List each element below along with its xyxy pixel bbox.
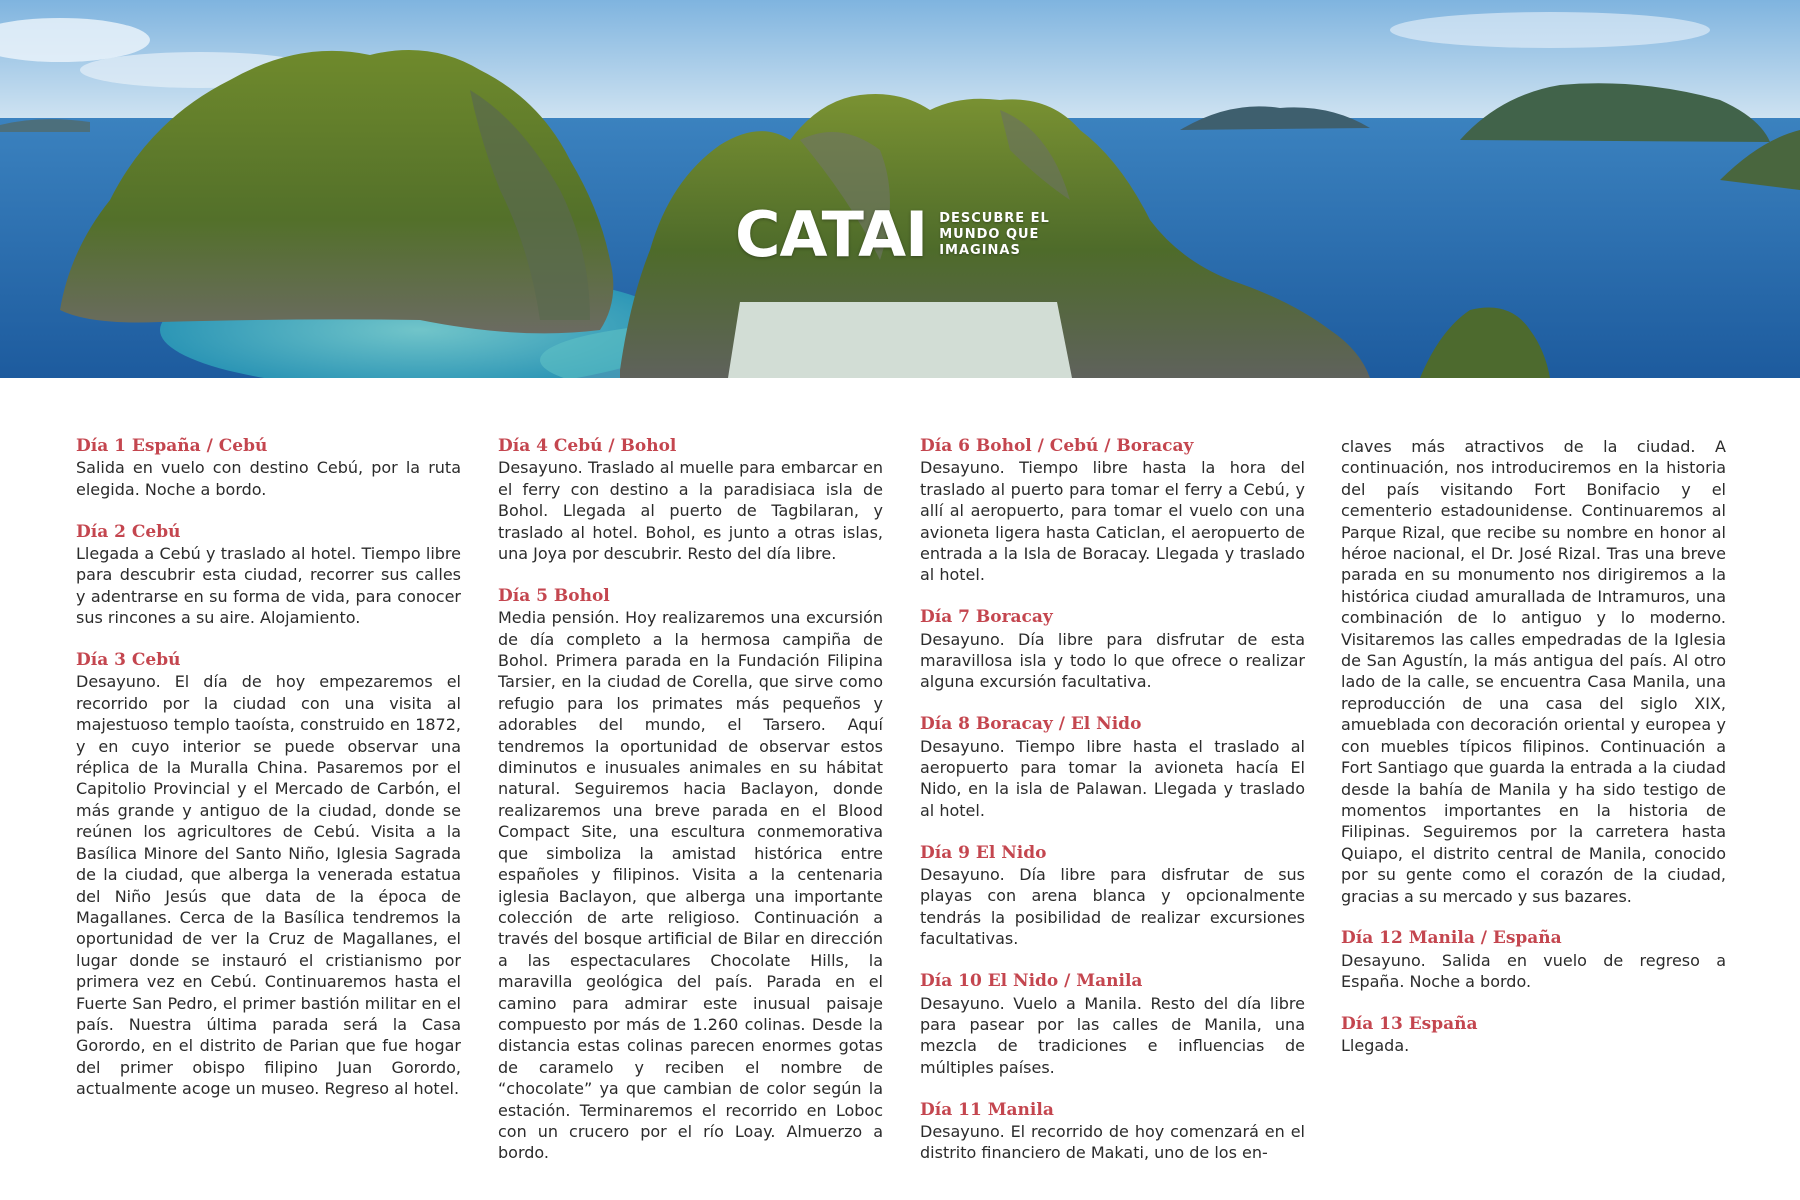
itinerary-day — [76, 650, 461, 1100]
itinerary-day — [920, 971, 1305, 1078]
day-description: Desayuno. Tiempo libre hasta la hora del traslado al puerto para tomar el ferry a Cebú, y allí al aeropuerto, para tomar el vuelo con una avioneta ligera hasta Caticlan, el aeropuerto de entrada a la Isla de Boracay. Llegada y traslado al hotel. — [920, 458, 1305, 585]
day-heading: Día 10 El Nido / Manila — [920, 971, 1143, 992]
logo-wordmark: CATAI — [735, 198, 928, 271]
tagline-line: IMAGINAS — [939, 243, 1021, 258]
day-heading: Día 4 Cebú / Bohol — [498, 436, 677, 456]
hero-banner — [0, 0, 1800, 378]
island-landscape-image — [0, 0, 1800, 378]
itinerary-day — [76, 436, 461, 500]
text-column-2 — [498, 436, 883, 1185]
day-description: Desayuno. Tiempo libre hasta el traslado al aeropuerto para tomar la avioneta hacía El Nido, en la isla de Palawan. Llegada y traslado al hotel. — [920, 736, 1305, 820]
day-description: Desayuno. El día de hoy empezaremos el recorrido por la ciudad con una visita al majestuoso templo taoísta, construido en 1872, y en cuyo interior se puede observar una réplica de la Muralla China. Pasaremos por el Capitolio Provincial y el Mercado de Carbón, el más grande y antiguo de la ciudad, donde se reúnen los agricultores de Cebú. Visita a la Basílica Minore del Santo Niño, Iglesia Sagrada de la ciudad, que alberga la venerada estatua del Niño Jesús que data de la época de Magallanes. Cerca de la Basílica tendremos la oportunidad de ver la Cruz de Magallanes, el lugar donde se instauró el cristianismo por primera vez en Cebú. Continuaremos hasta el Fuerte San Pedro, el primer bastión militar en el país. Nuestra última parada será la Casa Gorordo, en el distrito de Parian que fue hogar del primer obispo filipino Juan Gorordo, actualmente acoge un museo. Regreso al hotel. — [76, 672, 461, 1099]
day-description: Desayuno. Traslado al muelle para embarcar en el ferry con destino a la paradisiaca isla de Bohol. Llegada al puerto de Tagbilaran, y traslado al hotel. Bohol, es junto a otras islas, una Joya por descubrir. Resto del día libre. — [498, 458, 883, 564]
tagline-line: MUNDO QUE — [939, 227, 1040, 242]
day-description: Desayuno. El recorrido de hoy comenzará en el distrito financiero de Makati, uno de los en- — [920, 1121, 1305, 1163]
day-heading: Día 11 Manila — [920, 1099, 1054, 1120]
day-description: Media pensión. Hoy realizaremos una excursión de día completo a la hermosa campiña de Bohol. Primera parada en la Fundación Filipina Tarsier, en la ciudad de Corella, que sirve como refugio para los primates más pequeños y adorables del mundo, el Tarsero. Aquí tendremos la oportunidad de observar estos diminutos e inusuales animales en su hábitat natural. Seguiremos hacia Baclayon, donde realizaremos una breve parada en el Blood Compact Site, una escultura conmemorativa que simboliza la amistad histórica entre españoles y filipinos. Visita a la centenaria iglesia Baclayon, que alberga una importante colección de arte religioso. Continuación a través del bosque artificial de Bilar en dirección a las espectaculares Chocolate Hills, la maravilla geológica del país. Parada en el camino para admirar este inusual paisaje compuesto por más de 1.260 colinas. Desde la distancia estas colinas parecen enormes gotas de caramelo y reciben el nombre de “chocolate” ya que cambian de color según la estación. Terminaremos el recorrido en Loboc con un crucero por el río Loay. Almuerzo a bordo. — [498, 608, 883, 1163]
day-heading: Día 5 Bohol — [498, 585, 610, 606]
itinerary-day — [920, 436, 1305, 586]
itinerary-day — [498, 436, 883, 564]
day-heading: Día 13 España — [1341, 1013, 1478, 1034]
day-description-continued: claves más atractivos de la ciudad. A continuación, nos introduciremos en la historia del país visitando Fort Bonifacio y el cementerio estadounidense. Continuaremos al Parque Rizal, que recibe su nombre en honor al héroe nacional, el Dr. José Rizal. Tras una breve parada en su monumento nos dirigiremos a la histórica ciudad amurallada de Intramuros, una combinación de lo antiguo y lo moderno. Visitaremos las calles empedradas de la Iglesia de San Agustín, la más antigua del país. Al otro lado de la calle, se encuentra Casa Manila, una reproducción de una casa del siglo XIX, amueblada con decoración oriental y europea y con muebles típicos filipinos. Continuación a Fort Santiago que guarda la entrada a la ciudad desde la bahía de Manila y ha sido testigo de momentos importantes en la historia de Filipinas. Seguiremos por la carretera hasta Quiapo, el distrito central de Manila, conocido por su gente como el corazón de la ciudad, gracias a su mercado y sus bazares. — [1341, 437, 1726, 906]
tagline-line: DESCUBRE EL — [939, 211, 1050, 226]
day-description: Llegada. — [1341, 1036, 1410, 1056]
logo-tagline — [939, 211, 1050, 259]
day-heading: Día 7 Boracay — [920, 607, 1053, 628]
itinerary-day — [920, 1100, 1305, 1164]
text-column-1 — [76, 436, 461, 1121]
day-heading: Día 3 Cebú — [76, 650, 181, 671]
day-description: Desayuno. Salida en vuelo de regreso a España. Noche a bordo. — [1341, 950, 1726, 992]
itinerary-day — [1341, 1014, 1726, 1057]
day-description: Llegada a Cebú y traslado al hotel. Tiempo libre para descubrir esta ciudad, recorrer sus calles y adentrarse en su forma de vida, para conocer sus rincones a su aire. Alojamiento. — [76, 544, 461, 628]
day-description: Desayuno. Día libre para disfrutar de sus playas con arena blanca y opcionalmente tendrás la posibilidad de realizar excursiones facultativas. — [920, 865, 1305, 949]
itinerary-day — [920, 607, 1305, 693]
day-heading: Día 2 Cebú — [76, 521, 181, 542]
day-heading: Día 9 El Nido — [920, 842, 1047, 863]
itinerary-day — [76, 522, 461, 629]
itinerary-day — [920, 714, 1305, 821]
day-heading: Día 1 España / Cebú — [76, 436, 268, 456]
catai-logo — [735, 200, 1050, 270]
itinerary-day — [498, 586, 883, 1164]
itinerary-day — [920, 843, 1305, 950]
itinerary-day — [1341, 928, 1726, 992]
text-column-3 — [920, 436, 1305, 1185]
day-description: Salida en vuelo con destino Cebú, por la ruta elegida. Noche a bordo. — [76, 458, 461, 499]
day-heading: Día 8 Boracay / El Nido — [920, 714, 1142, 735]
day-description: Desayuno. Vuelo a Manila. Resto del día libre para pasear por las calles de Manila, una mezcla de tradiciones e influencias de múltiples países. — [920, 993, 1305, 1077]
day-heading: Día 12 Manila / España — [1341, 928, 1562, 949]
day-description: Desayuno. Día libre para disfrutar de esta maravillosa isla y todo lo que ofrece o realizar alguna excursión facultativa. — [920, 629, 1305, 692]
text-column-4 — [1341, 436, 1726, 1078]
day-heading: Día 6 Bohol / Cebú / Boracay — [920, 436, 1194, 456]
